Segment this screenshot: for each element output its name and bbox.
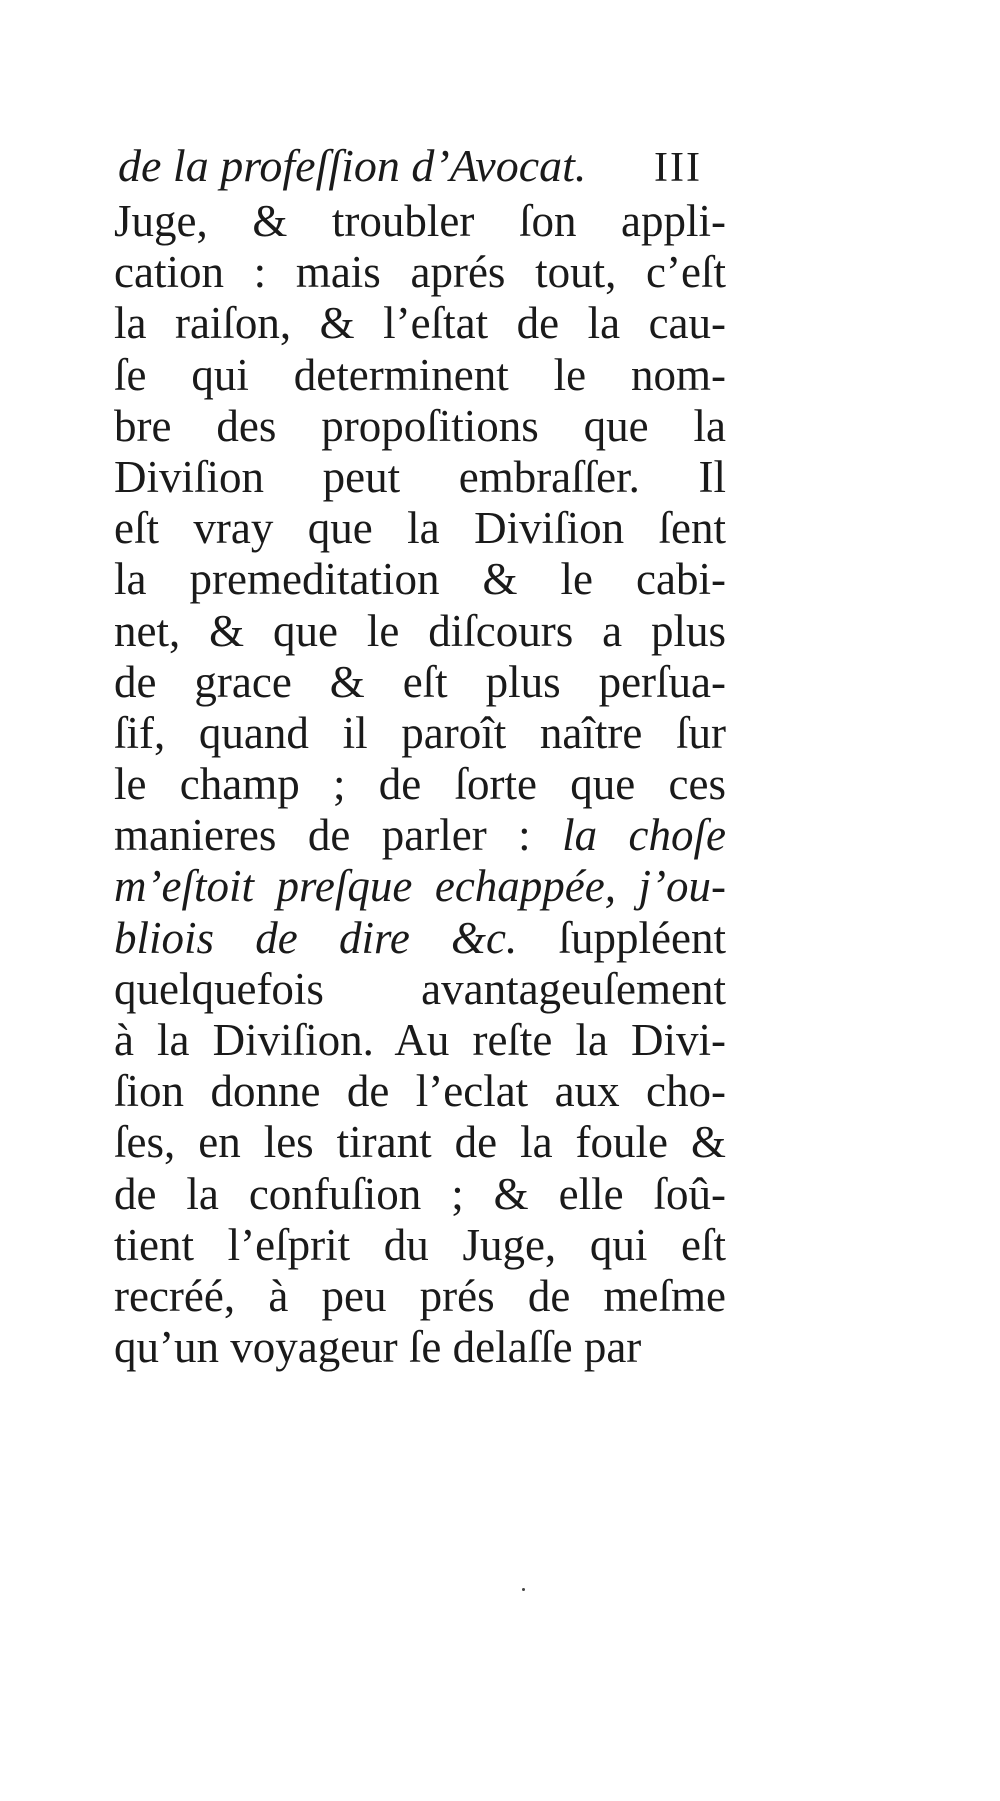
paper-speck: [522, 1588, 525, 1591]
text-line-content: Diviſion peut embraſſer. Il: [114, 451, 726, 502]
text-line: [114, 606, 726, 657]
text-line-content: net, & que le diſcours a plus: [114, 605, 726, 656]
text-line: [114, 759, 726, 810]
text-line: [114, 196, 726, 247]
text-line-content: ſe qui determinent le nom-: [114, 349, 726, 400]
text-line-content: cation : mais aprés tout, c’eſt: [114, 247, 726, 298]
body-text: [114, 196, 726, 1373]
text-line: [114, 913, 726, 964]
text-line-roman-tail: ſuppléent: [517, 912, 726, 963]
text-line: [114, 810, 726, 861]
text-line: [114, 964, 726, 1015]
text-line-content: bre des propoſitions que la: [114, 400, 726, 451]
text-line-content: recréé, à peu prés de meſme: [114, 1270, 726, 1321]
text-line-content: ſif, quand il paroît naître ſur: [114, 707, 726, 758]
text-line: [114, 298, 726, 349]
text-line-content: Juge, & troubler ſon appli-: [114, 196, 726, 246]
text-line-content: tient l’eſprit du Juge, qui eſt: [114, 1219, 726, 1270]
text-line: [114, 1220, 726, 1271]
text-line: [114, 1322, 726, 1373]
text-line: [114, 708, 726, 759]
text-line: [114, 1015, 726, 1066]
running-head-title: de la profeſſion d’Avocat.: [118, 140, 587, 191]
text-line-content: de la confuſion ; & elle ſoû-: [114, 1168, 726, 1219]
text-line-content: ſion donne de l’eclat aux cho-: [114, 1066, 726, 1117]
text-line-content: manieres de parler :: [114, 810, 563, 861]
text-line: [114, 1117, 726, 1168]
text-line-italic-tail: la choſe: [562, 810, 726, 861]
text-line: [114, 350, 726, 401]
text-line-content: la raiſon, & l’eſtat de la cau-: [114, 298, 726, 349]
text-line: [114, 401, 726, 452]
text-line: [114, 1169, 726, 1220]
text-line-content: la premeditation & le cabi-: [114, 554, 726, 605]
text-line: [114, 1066, 726, 1117]
text-line-content: le champ ; de ſorte que ces: [114, 759, 726, 810]
text-line-content: m’eſtoit preſque echappée, j’ou-: [114, 861, 726, 912]
text-line-content: de grace & eſt plus perſua-: [114, 656, 726, 707]
text-line-content: quelquefois avantageuſement: [114, 963, 726, 1014]
text-line-content: qu’un voyageur ſe delaſſe par: [114, 1322, 642, 1373]
text-line-content: ſes, en les tirant de la foule &: [114, 1117, 726, 1168]
text-line-content: à la Diviſion. Au reſte la Divi-: [114, 1015, 726, 1065]
text-line-content: bliois de dire &c.: [114, 912, 518, 963]
text-line: [114, 452, 726, 503]
text-line-content: eſt vray que la Diviſion ſent: [114, 503, 726, 554]
text-line: [114, 1271, 726, 1322]
text-line: [114, 503, 726, 554]
page-number: III: [654, 145, 702, 191]
text-line: [114, 247, 726, 298]
text-line: [114, 657, 726, 708]
text-line: [114, 861, 726, 912]
text-line: [114, 554, 726, 605]
